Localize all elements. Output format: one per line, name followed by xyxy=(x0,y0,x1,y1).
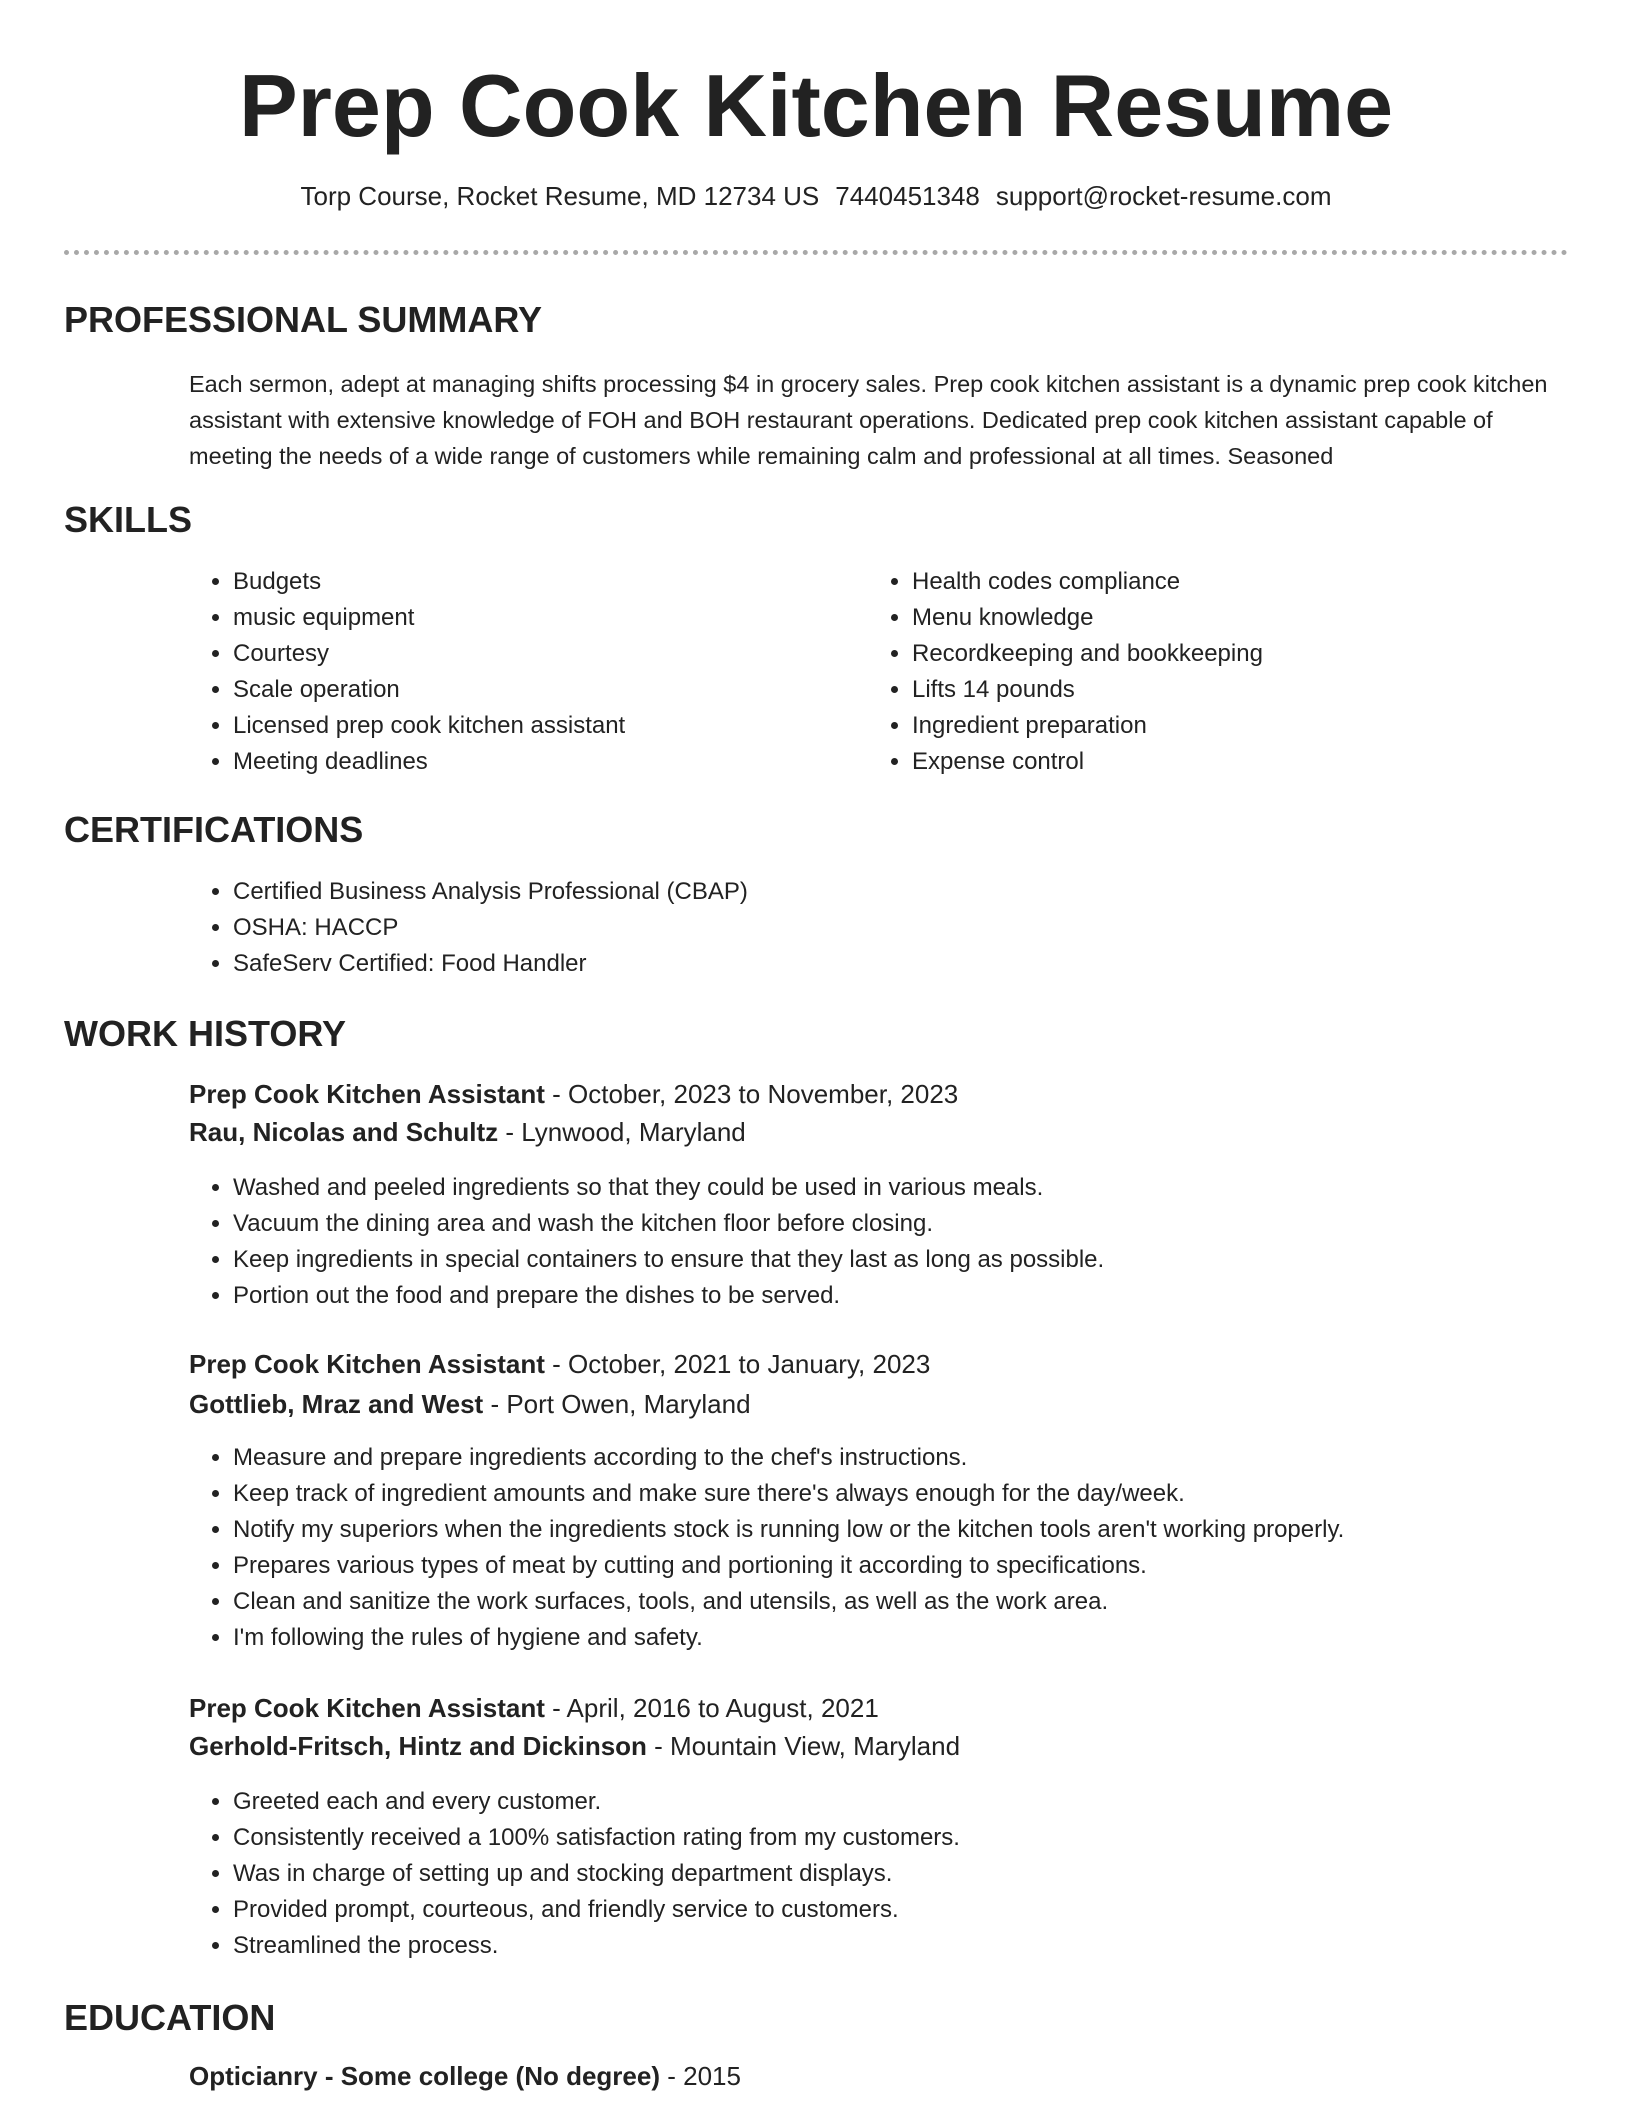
header-divider xyxy=(64,250,1568,255)
contact-email: support@rocket-resume.com xyxy=(995,181,1332,211)
job-dates: - April, 2016 to August, 2021 xyxy=(544,1693,879,1723)
job-company: Rau, Nicolas and Schultz xyxy=(189,1117,499,1147)
job-dates: - October, 2021 to January, 2023 xyxy=(544,1349,931,1379)
job-bullet: • Keep track of ingredient amounts and make sure there's always enough for the day/week. xyxy=(233,1476,1583,1512)
certification-item: • Certified Business Analysis Professional (CBAP) xyxy=(233,874,1433,910)
job-bullet: • Was in charge of setting up and stocking department displays. xyxy=(233,1856,1583,1892)
skill-item: • Scale operation xyxy=(233,672,833,708)
job-bullet: • Portion out the food and prepare the dishes to be served. xyxy=(233,1278,1583,1314)
job-bullet: • Measure and prepare ingredients according to the chef's instructions. xyxy=(233,1440,1583,1476)
section-title-work-history: WORK HISTORY xyxy=(64,1013,347,1054)
job-dates: - October, 2023 to November, 2023 xyxy=(544,1079,959,1109)
job-location: - Lynwood, Maryland xyxy=(498,1117,746,1147)
education-line xyxy=(189,2058,741,2094)
job-title: Prep Cook Kitchen Assistant xyxy=(189,1079,545,1109)
job-bullet: • Notify my superiors when the ingredients stock is running low or the kitchen tools aren't working properly. xyxy=(233,1512,1583,1548)
education-year: - 2015 xyxy=(660,2061,741,2091)
skill-item: • Licensed prep cook kitchen assistant xyxy=(233,708,833,744)
section-title-skills: SKILLS xyxy=(64,499,193,540)
certifications-list xyxy=(189,874,1433,982)
skills-list-left xyxy=(189,564,833,780)
job-bullet: • Provided prompt, courteous, and friendly service to customers. xyxy=(233,1892,1583,1928)
job-bullets xyxy=(189,1440,1583,1656)
section-title-summary: PROFESSIONAL SUMMARY xyxy=(64,299,543,340)
skill-item: • Menu knowledge xyxy=(912,600,1512,636)
skill-item: • Recordkeeping and bookkeeping xyxy=(912,636,1512,672)
skill-item: • Meeting deadlines xyxy=(233,744,833,780)
job-company-line xyxy=(189,1386,751,1422)
certification-item: • OSHA: HACCP xyxy=(233,910,1433,946)
job-bullet: • Streamlined the process. xyxy=(233,1928,1583,1964)
job-bullet: • Vacuum the dining area and wash the kitchen floor before closing. xyxy=(233,1206,1583,1242)
contact-line xyxy=(0,178,1632,214)
job-bullet: • Keep ingredients in special containers to ensure that they last as long as possible. xyxy=(233,1242,1583,1278)
certification-item: • SafeServ Certified: Food Handler xyxy=(233,946,1433,982)
job-bullet: • Prepares various types of meat by cutting and portioning it according to specifications. xyxy=(233,1548,1583,1584)
section-title-education: EDUCATION xyxy=(64,1997,276,2038)
skill-item: • music equipment xyxy=(233,600,833,636)
job-bullets xyxy=(189,1170,1583,1314)
skill-item: • Courtesy xyxy=(233,636,833,672)
job-bullets xyxy=(189,1784,1583,1964)
job-company-line xyxy=(189,1728,960,1764)
job-company-line xyxy=(189,1114,746,1150)
job-title-line xyxy=(189,1346,930,1382)
job-bullet: • I'm following the rules of hygiene and safety. xyxy=(233,1620,1583,1656)
job-title-line xyxy=(189,1076,958,1112)
job-location: - Mountain View, Maryland xyxy=(646,1731,961,1761)
skills-list-right xyxy=(868,564,1512,780)
education-degree: Opticianry - Some college (No degree) xyxy=(189,2061,660,2091)
skill-item: • Lifts 14 pounds xyxy=(912,672,1512,708)
summary-text: Each sermon, adept at managing shifts processing $4 in grocery sales. Prep cook kitchen assistant is a dynamic prep cook kitchen assistant with extensive knowledge of FOH and BOH restaurant operations. Dedicated prep cook kitchen assistant capable of meeting the needs of a wide range of customers while remaining calm and professional at all times. Seasoned xyxy=(189,371,1548,469)
section-title-certifications: CERTIFICATIONS xyxy=(64,809,364,850)
job-bullet: • Greeted each and every customer. xyxy=(233,1784,1583,1820)
job-bullet: • Washed and peeled ingredients so that they could be used in various meals. xyxy=(233,1170,1583,1206)
job-title: Prep Cook Kitchen Assistant xyxy=(189,1693,545,1723)
job-bullet: • Consistently received a 100% satisfaction rating from my customers. xyxy=(233,1820,1583,1856)
contact-address: Torp Course, Rocket Resume, MD 12734 US xyxy=(300,181,820,211)
skill-item: • Ingredient preparation xyxy=(912,708,1512,744)
skill-item: • Expense control xyxy=(912,744,1512,780)
contact-phone: 7440451348 xyxy=(835,181,980,211)
job-title: Prep Cook Kitchen Assistant xyxy=(189,1349,545,1379)
skill-item: • Health codes compliance xyxy=(912,564,1512,600)
resume-name: Prep Cook Kitchen Resume xyxy=(238,56,1394,155)
job-location: - Port Owen, Maryland xyxy=(483,1389,751,1419)
job-company: Gerhold-Fritsch, Hintz and Dickinson xyxy=(189,1731,647,1761)
job-title-line xyxy=(189,1690,879,1726)
skill-item: • Budgets xyxy=(233,564,833,600)
job-company: Gottlieb, Mraz and West xyxy=(189,1389,484,1419)
job-bullet: • Clean and sanitize the work surfaces, tools, and utensils, as well as the work area. xyxy=(233,1584,1583,1620)
